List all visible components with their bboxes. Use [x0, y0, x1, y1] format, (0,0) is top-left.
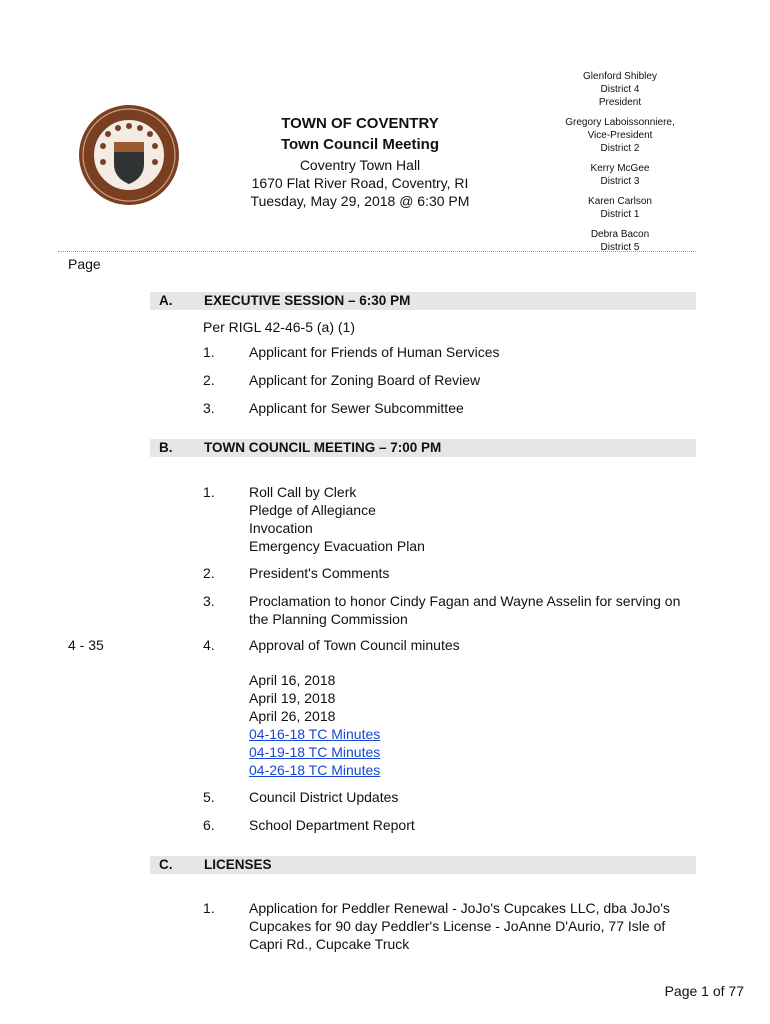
agenda-item: Applicant for Sewer Subcommittee	[249, 400, 464, 416]
section-c-header	[150, 856, 696, 874]
item-number: 5.	[203, 789, 215, 805]
minutes-date: April 26, 2018	[249, 708, 336, 724]
item-number: 2.	[203, 372, 215, 388]
section-title: TOWN COUNCIL MEETING – 7:00 PM	[204, 440, 442, 455]
minutes-link[interactable]: 04-26-18 TC Minutes	[249, 762, 381, 778]
minutes-link[interactable]: 04-16-18 TC Minutes	[249, 726, 381, 742]
section-title: LICENSES	[204, 857, 272, 872]
header-divider	[58, 251, 696, 252]
statute-note: Per RIGL 42-46-5 (a) (1)	[203, 319, 355, 335]
section-letter: A.	[159, 293, 173, 308]
meeting-address: 1670 Flat River Road, Coventry, RI	[251, 175, 469, 191]
section-b-header	[150, 439, 696, 457]
agenda-item: School Department Report	[249, 817, 415, 833]
council-members-list	[540, 70, 700, 261]
page-column-label: Page	[68, 256, 101, 272]
page-number: Page 1 of 77	[664, 983, 744, 999]
council-member: Glenford Shibley District 4 President	[583, 71, 657, 108]
section-letter: C.	[159, 857, 173, 872]
agenda-item: Roll Call by Clerk Pledge of Allegiance Invocation Emergency Evacuation Plan	[249, 484, 425, 554]
agenda-item: Application for Peddler Renewal - JoJo's Cupcakes LLC, dba JoJo's Cupcakes for 90 day Peddler's License - JoAnne D'Aurio, 77 Isle of Capri Rd., Cupcake Truck	[249, 900, 670, 952]
agenda-item: Applicant for Friends of Human Services	[249, 344, 500, 360]
page-reference: 4 - 35	[68, 637, 104, 653]
agenda-item: Applicant for Zoning Board of Review	[249, 372, 481, 388]
meeting-datetime: Tuesday, May 29, 2018 @ 6:30 PM	[250, 193, 470, 209]
council-member: Kerry McGee District 3	[590, 163, 650, 187]
section-title: EXECUTIVE SESSION – 6:30 PM	[204, 293, 411, 308]
minutes-date: April 16, 2018	[249, 672, 336, 688]
agenda-item: Council District Updates	[249, 789, 399, 805]
item-number: 1.	[203, 484, 215, 500]
item-number: 3.	[203, 593, 215, 609]
minutes-link[interactable]: 04-19-18 TC Minutes	[249, 744, 381, 760]
minutes-list	[249, 671, 689, 779]
agenda-item: Proclamation to honor Cindy Fagan and Wayne Asselin for serving on the Planning Commission	[249, 593, 681, 627]
meeting-header	[240, 114, 480, 210]
minutes-date: April 19, 2018	[249, 690, 336, 706]
town-title: TOWN OF COVENTRY	[281, 115, 439, 132]
council-member: Karen Carlson District 1	[588, 196, 652, 220]
town-seal-logo	[78, 104, 180, 206]
meeting-location: Coventry Town Hall	[299, 157, 421, 173]
council-member: Debra Bacon District 5	[590, 229, 650, 253]
item-number: 1.	[203, 344, 215, 360]
agenda-item: Approval of Town Council minutes	[249, 637, 460, 653]
section-a-header	[150, 292, 696, 310]
agenda-item: President's Comments	[249, 565, 390, 581]
item-number: 2.	[203, 565, 215, 581]
item-number: 6.	[203, 817, 215, 833]
meeting-title: Town Council Meeting	[280, 136, 440, 153]
item-number: 3.	[203, 400, 215, 416]
item-number: 4.	[203, 637, 215, 653]
section-letter: B.	[159, 440, 173, 455]
council-member: Gregory Laboissonniere, Vice-President District 2	[565, 117, 675, 154]
item-number: 1.	[203, 900, 215, 916]
